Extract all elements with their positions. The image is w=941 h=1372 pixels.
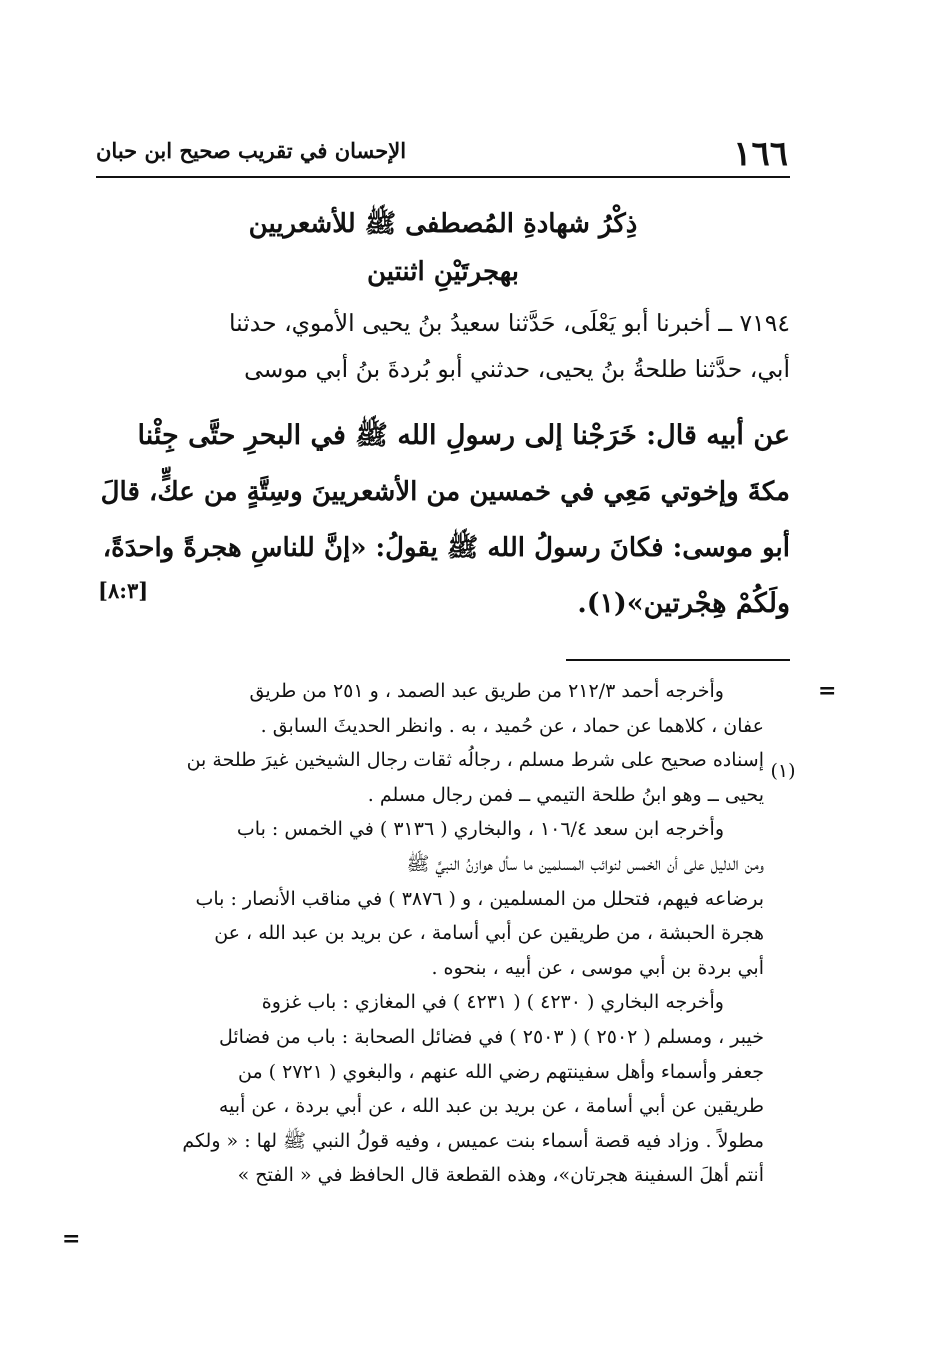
chapter-title-line-2: بهجرتَيْنِ اثنتين (366, 257, 520, 287)
page-header (96, 124, 790, 178)
matn-line: ولَكُمْ هِجْرتين»(١). (577, 588, 790, 619)
matn-line: عن أبيه قال: خَرَجْنا إلى رسولِ الله ﷺ في البحرِ حتَّى جِئْنا (137, 420, 790, 451)
hadith-matn (96, 408, 790, 632)
hadith-reference: [٨:٣] (98, 578, 149, 603)
footnote-line: خيبر ، ومسلم ( ٢٥٠٢ ) ( ٢٥٠٣ ) في فضائل الصحابة : باب من فضائل (218, 1025, 764, 1048)
chapter-title-line-1: ذِكْرُ شهادةِ المُصطفى ﷺ للأشعريين (248, 209, 638, 239)
footnote-line: ومن الدليل على أن الخمس لنوائب المسلمين ما سأل هوازنُ النبيَّ ﷺ (406, 852, 764, 875)
footnote-line: برضاعه فيهم، فتحلل من المسلمين ، و ( ٣٨٧٦ ) في مناقب الأنصار : باب (195, 887, 764, 910)
isnad-line: أبي، حدَّثنا طلحةُ بنُ يحيى، حدثني أبو بُردةَ بنُ أبي موسى (244, 355, 790, 383)
footnote-line: أنتم أهلَ السفينة هجرتان»، وهذه القطعة قال الحافظ في « الفتح » (237, 1164, 764, 1187)
footnote-line: إسناده صحيح على شرط مسلم ، رجالُه ثقات رجال الشيخين غيرَ طلحة بن (186, 749, 764, 772)
footnote-separator (566, 659, 790, 661)
footnote-line: عفان ، كلاهما عن حماد ، عن حُميد ، به . وانظر الحديثَ السابق . (260, 714, 764, 737)
footnote-line: يحيى ــ وهو ابنُ طلحة التيمي ــ فمن رجال مسلم . (367, 783, 764, 806)
running-title: الإحسان في تقريب صحيح ابن حبان (96, 138, 407, 163)
footnote-line: جعفر وأسماء وأهل سفينتهم رضي الله عنهم ، والبغوي ( ٢٧٢١ ) من (238, 1060, 764, 1083)
hadith-isnad (96, 300, 790, 392)
footnote-number: (١) (770, 760, 796, 782)
footnotes (96, 674, 764, 1193)
isnad-line: ٧١٩٤ ــ أخبرنا أبو يَعْلَى، حَدَّثنا سعيدُ بنُ يحيى الأموي، حدثنا (228, 309, 790, 337)
chapter-title (96, 200, 790, 296)
footnote-line: مطولاً . وزاد فيه قصة أسماء بنت عميس ، وفيه قولُ النبي ﷺ لها : « ولكم (182, 1129, 764, 1152)
matn-line: أبو موسى: فكانَ رسولُ الله ﷺ يقولُ: «إنَّ للناسِ هجرةً واحدَةً، (102, 533, 790, 563)
continuation-mark-top: = (818, 678, 837, 704)
footnote-line: وأخرجه البخاري ( ٤٢٣٠ ) ( ٤٢٣١ ) في المغازي : باب غزوة (261, 991, 724, 1014)
page-number: ١٦٦ (733, 134, 788, 174)
footnote-line: هجرة الحبشة ، من طريقين عن أبي أسامة ، عن بريد بن عبد الله ، عن (214, 922, 764, 945)
footnote-line: طريقين عن أبي أسامة ، عن بريد بن عبد الله ، عن أبي بردة ، عن أبيه (218, 1095, 764, 1118)
continuation-mark-bottom: = (62, 1226, 81, 1252)
footnote-line: وأخرجه أحمد ٢١٢/٣ من طريق عبد الصمد ، و ٢٥١ من طريق (249, 680, 724, 702)
footnote-line: أبي بردة بن أبي موسى ، عن أبيه ، بنحوه . (431, 956, 764, 979)
matn-line: مكةَ وإخوتي مَعِي في خمسين من الأشعريينَ وسِتَّةٍ من عكٍّ، قالَ (100, 477, 790, 507)
footnote-line: وأخرجه ابن سعد ١٠٦/٤ ، والبخاري ( ٣١٣٦ ) في الخمس : باب (236, 818, 724, 841)
